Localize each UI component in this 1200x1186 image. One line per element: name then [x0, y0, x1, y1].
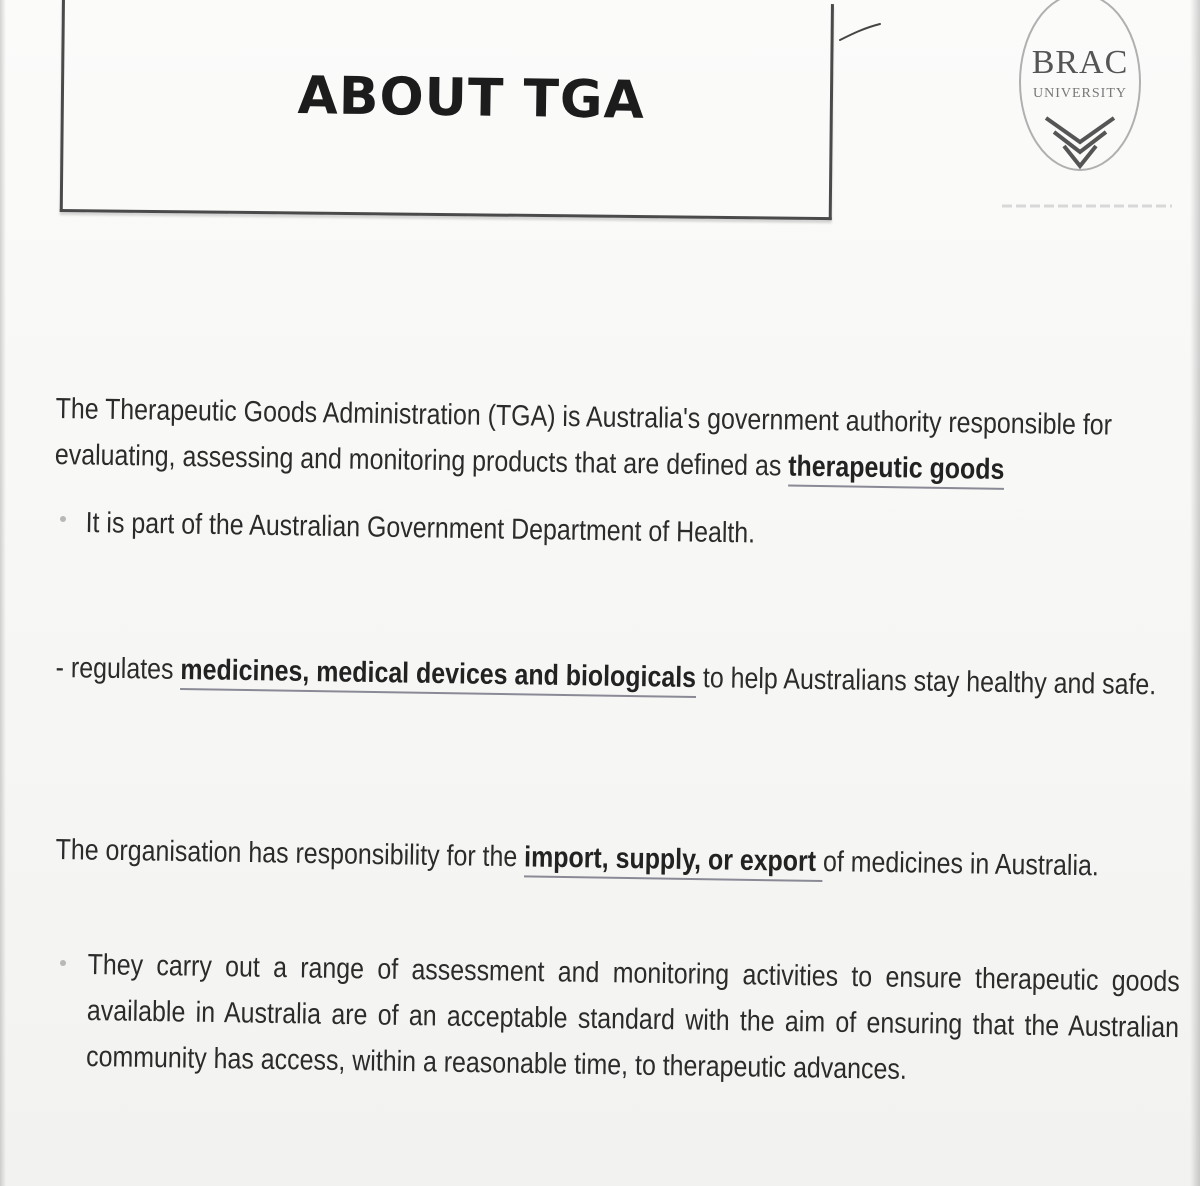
brac-university-logo	[1012, 0, 1148, 200]
page-right-edge	[1190, 0, 1200, 1186]
link-import-supply-export[interactable]: import, supply, or export	[524, 841, 823, 882]
logo-name-university: UNIVERSITY	[1033, 86, 1127, 101]
paragraph-responsibility-prefix: The organisation has responsibility for the	[55, 833, 525, 874]
logo-tagline-faint	[1002, 202, 1172, 210]
bullet-department-of-health: It is part of the Australian Government Department of Health.	[85, 506, 756, 550]
paragraph-tga-definition	[55, 386, 1166, 495]
bullet-dot	[60, 960, 66, 966]
paragraph-regulates-suffix: to help Australians stay healthy and safe.	[695, 662, 1157, 702]
page-left-edge	[0, 0, 6, 1186]
link-medicines-devices-biologicals[interactable]: medicines, medical devices and biologicals	[180, 654, 696, 698]
paragraph-regulates-prefix: - regulates	[55, 651, 181, 686]
bullet-dot	[60, 516, 66, 522]
paragraph-responsibility-suffix: of medicines in Australia.	[822, 846, 1100, 883]
page-title: ABOUT TGA	[297, 66, 646, 131]
bullet-assessment-activities: They carry out a range of assessment and monitoring activities to ensure therapeutic goods available in Australia are of an acceptable standard with the aim of ensuring that the Australian community has access, within a reasonable time, to therapeutic advances.	[85, 948, 1180, 1086]
link-therapeutic-goods[interactable]: therapeutic goods	[788, 451, 1005, 490]
paragraph-tga-definition-text: The Therapeutic Goods Administration (TGA) is Australia's government authority responsible for evaluating, assessing and monitoring products that are defined as	[54, 392, 1113, 483]
pen-mark-icon	[838, 22, 882, 44]
logo-name-brac: BRAC	[1031, 44, 1129, 81]
